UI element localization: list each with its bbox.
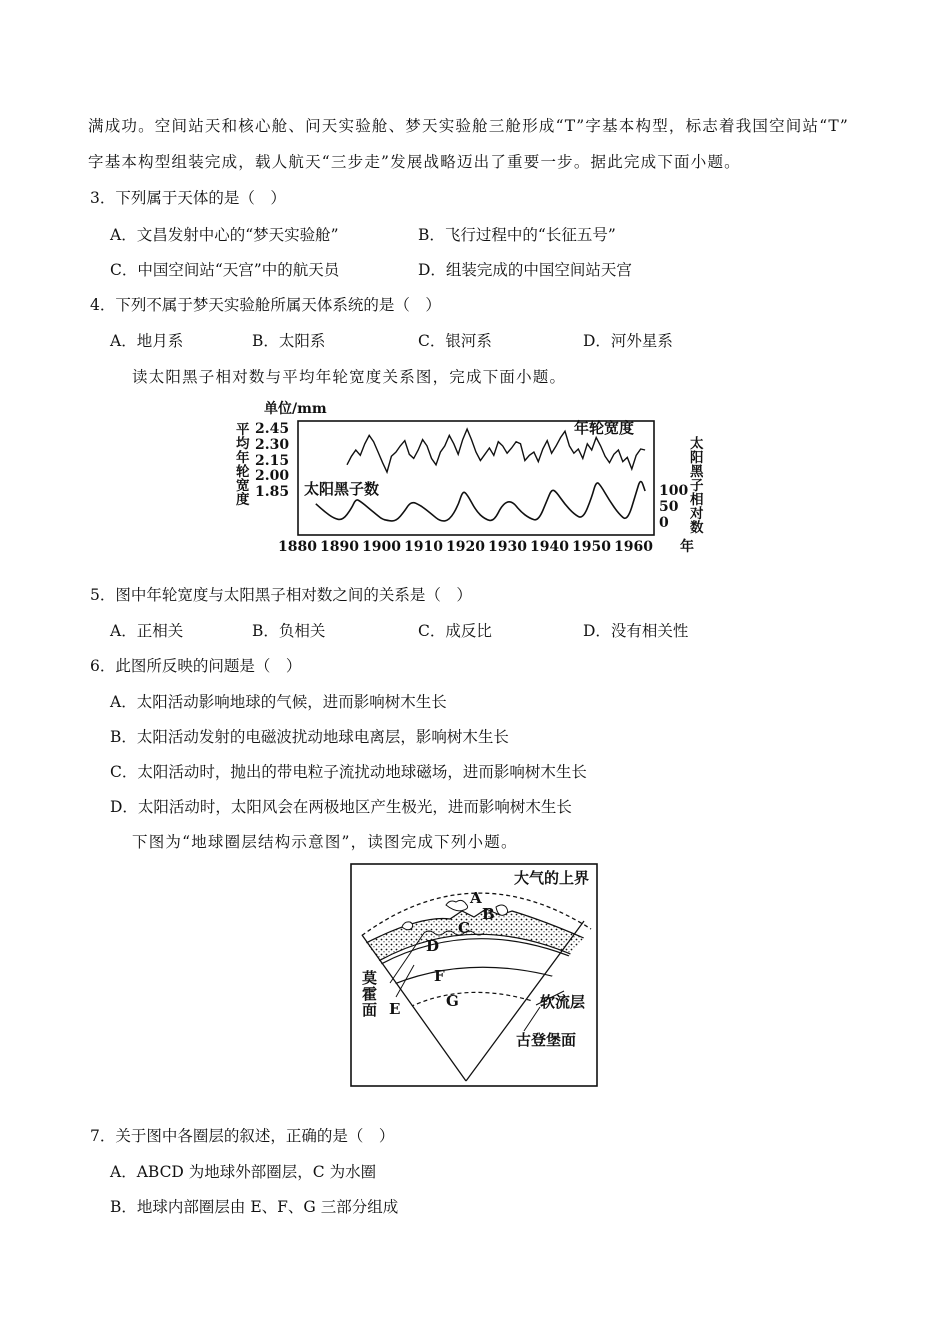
x-tick-labels <box>278 538 694 555</box>
layer-label-b: B <box>482 905 495 923</box>
x-tick-label: 1960 <box>614 539 653 555</box>
question-4-option-a: A．地月系 <box>110 332 184 350</box>
question-6-option-d: D．太阳活动时，太阳风会在两极地区产生极光，进而影响树木生长 <box>110 798 572 816</box>
question-6-stem: 6．此图所反映的问题是（ ） <box>90 657 302 675</box>
right-axis-title-char: 对 <box>690 506 704 522</box>
earth-layers-diagram <box>350 863 598 1088</box>
right-axis-title-char: 子 <box>690 478 704 494</box>
right-axis-title-char: 相 <box>690 492 704 508</box>
plot-frame <box>298 421 654 535</box>
layer-label-f: F <box>434 967 445 985</box>
right-tick-label: 50 <box>659 499 679 515</box>
left-axis-title <box>236 421 250 508</box>
ring-series-label: 年轮宽度 <box>574 419 635 437</box>
x-tick-label: 1940 <box>530 539 569 555</box>
left-tick-label: 2.45 <box>255 421 290 437</box>
left-tick-label: 1.85 <box>255 484 290 500</box>
question-3-stem: 3．下列属于天体的是（ ） <box>90 189 286 207</box>
intro-line-2: 字基本构型组装完成，载人航天“三步走”发展战略迈出了重要一步。据此完成下面小题。 <box>88 153 741 171</box>
left-axis-title-char: 宽 <box>236 478 250 494</box>
question-7-option-b: B．地球内部圈层由 E、F、G 三部分组成 <box>110 1198 399 1216</box>
x-unit-label: 年 <box>680 539 694 555</box>
x-tick-label: 1950 <box>572 539 611 555</box>
left-tick-labels <box>255 421 289 500</box>
left-axis-title-char: 度 <box>236 492 250 508</box>
x-tick-label: 1900 <box>362 539 401 555</box>
sunspot-tree-ring-chart <box>228 395 708 557</box>
x-tick-label: 1890 <box>320 539 359 555</box>
question-4-option-d: D．河外星系 <box>583 332 673 350</box>
gutenberg-label: 古登堡面 <box>516 1031 577 1049</box>
x-tick-label: 1920 <box>446 539 485 555</box>
right-tick-labels <box>659 483 688 531</box>
left-axis-title-char: 轮 <box>236 464 250 480</box>
right-axis-title-char: 阳 <box>690 450 704 466</box>
layer-label-d: D <box>426 937 440 955</box>
moho-label-char: 莫 <box>362 969 378 987</box>
left-axis-title-char: 均 <box>236 436 250 452</box>
question-5-option-a: A．正相关 <box>110 622 184 640</box>
question-3-option-c: C．中国空间站“天宫”中的航天员 <box>110 261 340 279</box>
moho-label-char: 面 <box>362 1001 378 1019</box>
x-tick-label: 1910 <box>404 539 443 555</box>
chart-intro: 读太阳黑子相对数与平均年轮宽度关系图，完成下面小题。 <box>132 368 567 386</box>
question-3-option-b: B．飞行过程中的“长征五号” <box>418 226 616 244</box>
unit-label: 单位/mm <box>264 401 327 417</box>
layer-label-c: C <box>458 919 470 937</box>
left-axis-title-char: 平 <box>236 422 250 438</box>
right-tick-label: 0 <box>659 515 669 531</box>
left-tick-label: 2.15 <box>255 453 290 469</box>
question-4-stem: 4．下列不属于梦天实验舱所属天体系统的是（ ） <box>90 296 441 314</box>
layer-label-e: E <box>389 1000 401 1018</box>
x-tick-label: 1930 <box>488 539 527 555</box>
diagram-intro: 下图为“地球圈层结构示意图”，读图完成下列小题。 <box>132 833 518 851</box>
layer-label-a: A <box>470 889 482 907</box>
question-5-stem: 5．图中年轮宽度与太阳黑子相对数之间的关系是（ ） <box>90 586 472 604</box>
question-6-option-c: C．太阳活动时，抛出的带电粒子流扰动地球磁场，进而影响树木生长 <box>110 763 587 781</box>
question-3-option-d: D．组装完成的中国空间站天宫 <box>418 261 632 279</box>
layer-label-g: G <box>446 992 459 1010</box>
atmosphere-top-label: 大气的上界 <box>514 869 590 887</box>
left-tick-label: 2.30 <box>255 437 290 453</box>
question-5-option-b: B．负相关 <box>252 622 326 640</box>
question-4-option-c: C．银河系 <box>418 332 492 350</box>
intro-line-1: 满成功。空间站天和核心舱、问天实验舱、梦天实验舱三舱形成“T”字基本构型，标志着我国空间站“T” <box>88 117 849 135</box>
right-axis-title-char: 太 <box>690 436 704 452</box>
right-axis-title-char: 数 <box>690 520 704 536</box>
moho-label-char: 霍 <box>362 985 378 1003</box>
right-tick-label: 100 <box>659 483 689 499</box>
right-axis-title-char: 黑 <box>690 464 704 480</box>
question-4-option-b: B．太阳系 <box>252 332 326 350</box>
x-tick-label: 1880 <box>278 539 317 555</box>
asthenosphere-label: 软流层 <box>540 993 586 1011</box>
question-5-option-d: D．没有相关性 <box>583 622 689 640</box>
sunspot-series-label: 太阳黑子数 <box>304 480 380 498</box>
question-7-option-a: A．ABCD 为地球外部圈层，C 为水圈 <box>110 1163 377 1181</box>
left-tick-label: 2.00 <box>255 468 290 484</box>
question-7-stem: 7．关于图中各圈层的叙述，正确的是（ ） <box>90 1127 395 1145</box>
question-5-option-c: C．成反比 <box>418 622 492 640</box>
question-3-option-a: A．文昌发射中心的“梦天实验舱” <box>110 226 339 244</box>
question-6-option-b: B．太阳活动发射的电磁波扰动地球电离层，影响树木生长 <box>110 728 509 746</box>
question-6-option-a: A．太阳活动影响地球的气候，进而影响树木生长 <box>110 693 447 711</box>
left-axis-title-char: 年 <box>236 450 250 466</box>
right-axis-title <box>689 435 704 536</box>
